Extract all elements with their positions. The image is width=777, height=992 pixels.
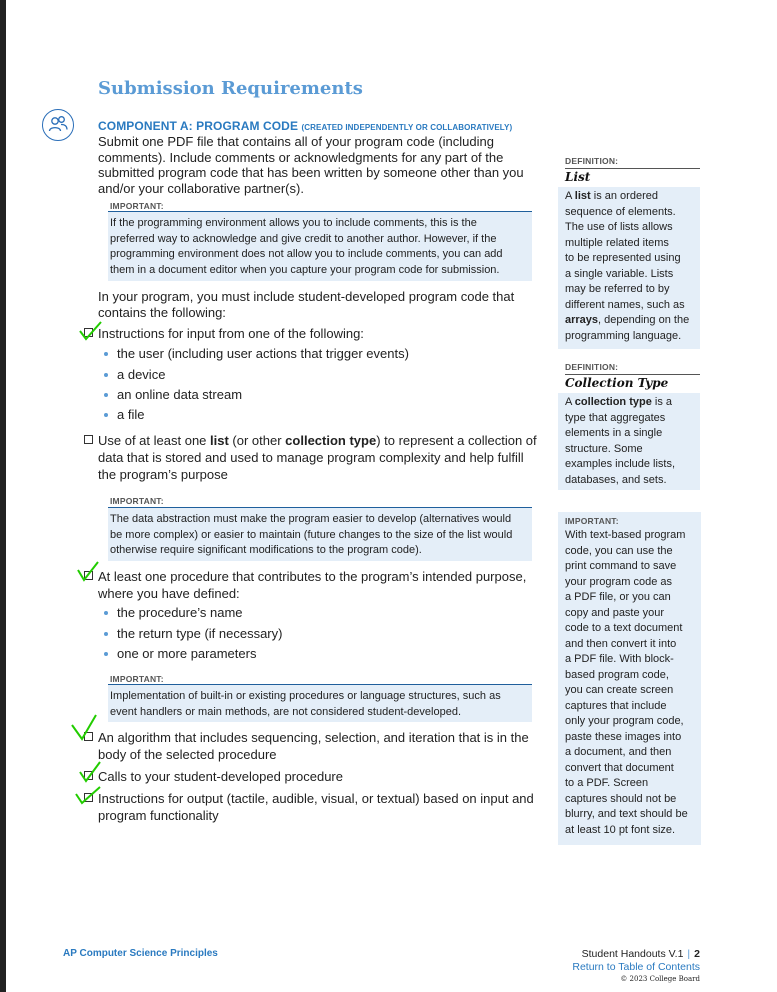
footer-page-number: 2 (694, 948, 700, 960)
intro-line: submitted program code that has been written by someone other than you (98, 165, 524, 180)
bullet-text: an online data stream (117, 387, 243, 402)
footer-course: AP Computer Science Principles (63, 948, 218, 959)
text-run-bold: list (210, 433, 229, 448)
footer-copyright: © 2023 College Board (620, 975, 700, 983)
definition-line (565, 395, 694, 411)
toc-link[interactable]: Return to Table of Contents (572, 960, 700, 973)
definition-line: databases, and sets. (565, 473, 667, 486)
checkmark-icon (78, 320, 104, 342)
important-line: them in a document editor when you capture your program code for submission. (110, 263, 500, 276)
definition-line: type that aggregates (565, 411, 666, 424)
important-line: code to a text document (565, 622, 683, 634)
definition-line (565, 313, 694, 329)
definition-line: examples include lists, (565, 458, 676, 470)
important-line: Implementation of built-in or existing procedures or language structures, such as (110, 690, 501, 702)
requirements-intro (98, 289, 514, 320)
text-run-bold: collection type (574, 396, 652, 408)
requirement-algorithm-cont: body of the selected procedure (98, 747, 277, 762)
important-line: captures that include (565, 699, 667, 712)
people-icon (42, 109, 74, 141)
text-run: (or other (228, 433, 286, 448)
important-line: captures should not be (565, 792, 677, 805)
requirement-text: Calls to your student-developed procedure (98, 769, 343, 784)
checkmark-icon (78, 760, 102, 784)
checkmark-icon (76, 560, 102, 584)
definition-term: Collection Type (565, 376, 669, 390)
definition-box (558, 187, 700, 349)
important-line: blurry, and text should be (565, 808, 688, 820)
text-run: , depending on the (598, 314, 690, 326)
bullet-text: the return type (if necessary) (117, 626, 283, 641)
requirement-line: data that is stored and used to manage program complexity and help fulfill (98, 450, 524, 465)
important-line: code, you can use the (565, 544, 673, 557)
definition-line: different names, such as (565, 298, 685, 311)
important-box (108, 507, 532, 561)
requirement-text (98, 432, 537, 449)
checkmark-icon (74, 784, 102, 806)
bullet-text: one or more parameters (117, 646, 257, 661)
left-edge-bar (0, 0, 6, 992)
text-run-bold: list (574, 190, 591, 202)
requirement-text: Instructions for output (tactile, audible, visual, or textual) based on input and (98, 791, 534, 806)
footer-doc-line: Student Handouts V.1 | 2 (581, 948, 700, 960)
requirement-line: the program’s purpose (98, 467, 228, 482)
definition-line: structure. Some (565, 442, 643, 455)
important-box (108, 684, 532, 722)
important-line: a PDF file. With block- (565, 653, 674, 665)
component-heading-note: (CREATED INDEPENDENTLY OR COLLABORATIVELY) (301, 123, 513, 132)
important-label: IMPORTANT: (110, 201, 164, 211)
important-line: The data abstraction must make the program easier to develop (alternatives would (110, 513, 512, 525)
definition-box (558, 393, 700, 490)
text-run: Use of at least one (98, 433, 211, 448)
important-line: a PDF file, or you can (565, 591, 671, 603)
definition-label: DEFINITION: (565, 156, 700, 169)
footer-info (572, 948, 700, 986)
text-run: is a (651, 396, 673, 408)
important-line: print command to save (565, 560, 677, 572)
important-line: to a PDF. Screen (565, 777, 649, 789)
definition-line: may be referred to by (565, 283, 670, 295)
requirement-procedure-cont: where you have defined: (98, 586, 240, 601)
bullet-text: the procedure’s name (117, 605, 243, 620)
text-run-bold: collection type (285, 433, 377, 448)
important-line: preferred way to acknowledge and give credit to another author. However, if the (110, 232, 497, 245)
definition-line (565, 189, 694, 205)
definition-line: multiple related items (565, 236, 669, 249)
requirements-intro-line: contains the following: (98, 304, 226, 320)
component-heading (98, 119, 512, 133)
bullet-text: a device (117, 367, 166, 382)
component-heading-main: COMPONENT A: PROGRAM CODE (98, 119, 299, 133)
intro-line: comments). Include comments or acknowledgments for any part of the (98, 149, 504, 165)
important-line: based program code, (565, 668, 669, 681)
definition-line: a single variable. Lists (565, 267, 674, 280)
important-label: IMPORTANT: (110, 496, 164, 506)
important-line: a document, and then (565, 746, 672, 758)
requirements-intro-line: In your program, you must include student-developed program code that (98, 289, 515, 304)
requirement-list-cont (98, 449, 524, 483)
bullet-text: the user (including user actions that trigger events) (117, 346, 409, 361)
important-line: paste these images into (565, 730, 682, 743)
important-box (108, 211, 532, 281)
important-sidebar-box (558, 512, 701, 845)
important-label: IMPORTANT: (110, 674, 164, 684)
intro-line: Submit one PDF file that contains all of your program code (including (98, 134, 494, 149)
important-line: event handlers or main methods, are not considered student-developed. (110, 705, 461, 718)
footer-doc: Student Handouts V.1 (581, 948, 684, 960)
text-run: A (565, 190, 575, 202)
definition-line: programming language. (565, 329, 682, 342)
text-run: is an ordered (590, 190, 658, 202)
definition-label: DEFINITION: (565, 362, 700, 375)
requirement-text: Instructions for input from one of the following: (98, 326, 364, 341)
requirement-output-cont: program functionality (98, 808, 219, 823)
important-line: copy and paste your (565, 606, 665, 619)
important-label: IMPORTANT: (565, 516, 619, 526)
important-line: be more complex) or easier to maintain (future changes to the size of the list would (110, 528, 513, 541)
important-line: If the programming environment allows you to include comments, this is the (110, 217, 477, 229)
important-line: convert that document (565, 761, 674, 774)
bullet-text: a file (117, 407, 145, 422)
definition-line: to be represented using (565, 252, 681, 264)
component-intro (98, 134, 524, 196)
definition-line: The use of lists allows (565, 221, 673, 233)
checkbox[interactable] (84, 435, 93, 444)
important-line: otherwise require significant modifications to the program code). (110, 544, 422, 556)
requirement-text: An algorithm that includes sequencing, selection, and iteration that is in the (98, 730, 529, 745)
important-line: you can create screen (565, 684, 674, 696)
important-line: programming environment does not allow you to include comments, you can add (110, 248, 503, 260)
important-line: With text-based program (565, 529, 686, 541)
important-line: only your program code, (565, 715, 684, 727)
important-line: your program code as (565, 575, 672, 588)
text-run: ) to represent a collection of (376, 433, 537, 448)
page-title: Submission Requirements (98, 78, 363, 99)
definition-line: sequence of elements. (565, 205, 676, 218)
text-run-bold: arrays (565, 314, 599, 326)
requirement-text: At least one procedure that contributes to the program’s intended purpose, (98, 569, 527, 584)
definition-line: elements in a single (565, 427, 663, 439)
definition-term: List (565, 170, 591, 184)
intro-line: and/or your collaborative partner(s). (98, 180, 304, 196)
important-line: at least 10 pt font size. (565, 823, 676, 836)
important-line: and then convert it into (565, 637, 677, 650)
checkmark-icon (70, 713, 98, 743)
text-run: A (565, 396, 575, 408)
